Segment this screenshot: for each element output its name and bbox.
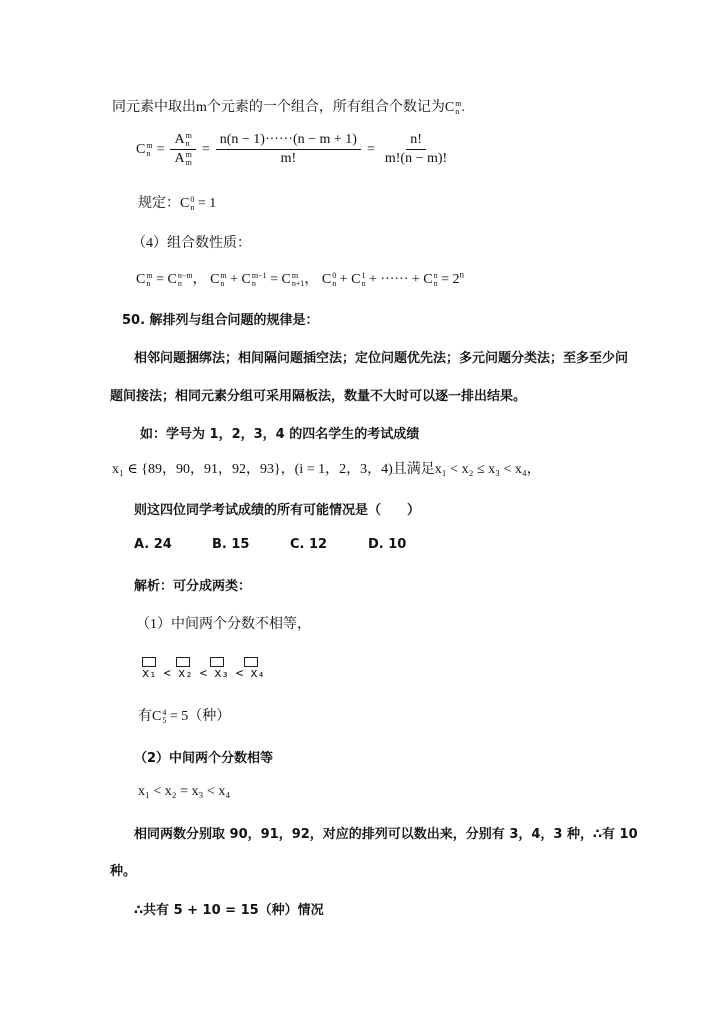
intro-line bbox=[112, 96, 465, 116]
case1-result: 有C 4 5 = 5（种） bbox=[138, 707, 231, 725]
case2-text-line-1: 相同两数分别取 90，91，92，对应的排列可以数出来，分别有 3，4，3 种，∴有 10 bbox=[134, 827, 638, 842]
case1-chain: x₁ < x₂ < x₃ < x₄ bbox=[142, 666, 265, 680]
rule-line: 规定：C 0 n = 1 bbox=[138, 194, 217, 212]
conclusion: ∴共有 5 + 10 = 15（种）情况 bbox=[134, 903, 324, 918]
option-d: D. 10 bbox=[368, 537, 407, 552]
property-heading: （4）组合数性质： bbox=[132, 236, 251, 251]
analysis-label: 解析：可分成两类： bbox=[134, 579, 252, 594]
options bbox=[134, 537, 446, 552]
option-c: C. 12 bbox=[290, 537, 328, 552]
rule-text-line-1: 相邻问题捆绑法；相间隔问题插空法；定位问题优先法；多元问题分类法；至多至少问 bbox=[134, 351, 629, 366]
combination-formula: C m n = A m n A m m = $\frac{n(n - 1)\cdot\cdot\cdot\cdot\cdot\cdot(n - m + 1)}{m!}$ = $\frac{n!}{m!(n - m)!}$ bbox=[136, 132, 453, 167]
fraction-a-over-a: A m n A m m bbox=[170, 132, 195, 167]
fraction-product: $\frac{n(n - 1)\cdot\cdot\cdot\cdot\cdot\cdot(n - m + 1)}{m!}$ bbox=[216, 132, 361, 167]
case2-chain: x₁ < x₂ = x₃ < x₄ bbox=[138, 784, 231, 799]
section-title: 50. 解排列与组合问题的规律是： bbox=[122, 313, 319, 328]
intro-combination: C m n bbox=[444, 98, 462, 116]
case1-heading: （1）中间两个分数不相等， bbox=[136, 617, 311, 632]
intro-end: . bbox=[461, 100, 465, 115]
property-formulas: C m n = C n−m n ， C m n + C m−1 n = C m n+1 ， C 0 n + C 1 n + ······ + C n n = $2^n$ bbox=[136, 269, 465, 288]
question: 则这四位同学考试成绩的所有可能情况是（ ） bbox=[134, 503, 421, 518]
option-a: A. 24 bbox=[134, 537, 172, 552]
option-b: B. 15 bbox=[212, 537, 250, 552]
example-intro: 如：学号为 1，2，3，4 的四名学生的考试成绩 bbox=[140, 427, 420, 442]
fraction-factorial: $\frac{n!}{m!(n - m)!}$ bbox=[384, 132, 448, 167]
rule-text-line-2: 题间接法；相同元素分组可采用隔板法，数量不大时可以逐一排出结果。 bbox=[110, 389, 527, 404]
intro-text: 同元素中取出m个元素的一个组合，所有组合个数记为 bbox=[112, 100, 445, 115]
example-condition: x₁ ∈ {89，90，91，92，93}，(i = 1，2，3，4)且满足x₁ < x₂ ≤ x₃ < x₄， bbox=[112, 462, 541, 477]
case2-heading: （2）中间两个分数相等 bbox=[134, 751, 274, 766]
case2-text-line-2: 种。 bbox=[110, 864, 137, 879]
